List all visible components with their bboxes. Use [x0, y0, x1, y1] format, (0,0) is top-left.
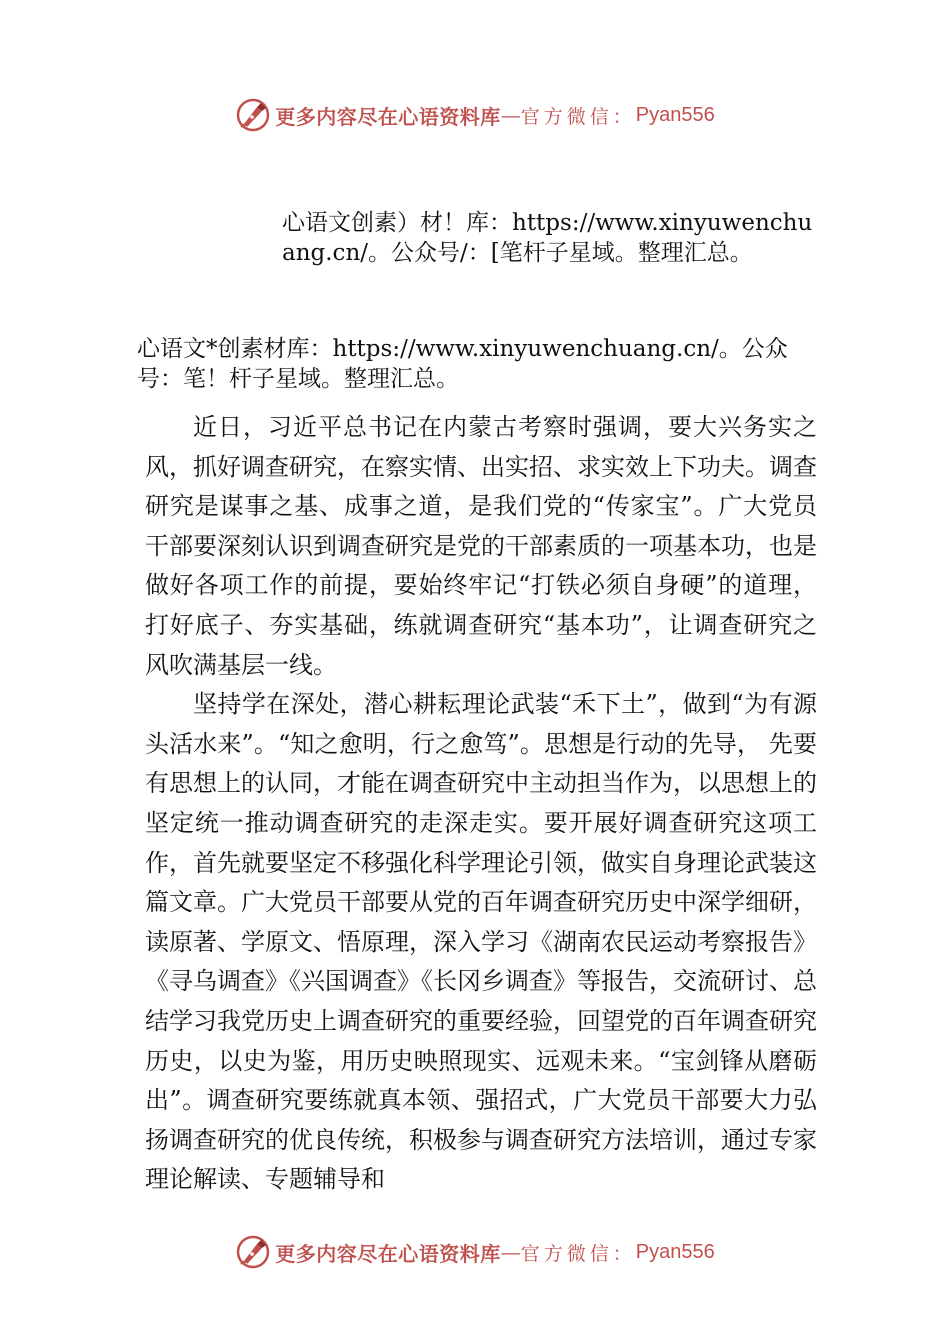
article-paragraph: 坚持学在深处，潜心耕耘理论武装“禾下土”，做到“为有源头活水来”。“知之愈明，行之愈笃”。思想是行动的先导， 先要有思想上的认同，才能在调查研究中主动担当作为，以思想上的坚定统一推动调查研究的走深走实。要开展好调查研究这项工作，首先就要坚定不移强化科学理论引领，做实自身理论武装这篇文章。广大党员干部要从党的百年调查研究历史中深学细研，读原著、学原文、悟原理，深入学习《湖南农民运动考察报告》《寻乌调查》《兴国调查》《长冈乡调查》等报告，交流研讨、总结学习我党历史上调查研究的重要经验，回望党的百年调查研究历史，以史为鉴，用历史映照现实、远观未来。“宝剑锋从磨砺出”。调查研究要练就真本领、强招式，广大党员干部要大力弘扬调查研究的优良传统，积极参与调查研究方法培训，通过专家理论解读、专题辅导和 [145, 690, 817, 1194]
banner-wechat-label: 官方微信： [520, 1242, 636, 1265]
article-body [145, 408, 817, 1200]
banner-dash: — [500, 103, 521, 127]
article-paragraph: 近日，习近平总书记在内蒙古考察时强调，要大兴务实之风，抓好调查研究，在察实情、出实招、求实效上下功夫。调查研究是谋事之基、成事之道，是我们党的“传家宝”。广大党员干部要深刻认识到调查研究是党的干部素质的一项基本功，也是做好各项工作的前提，要始终牢记“打铁必须自身硬”的道理，打好底子、夯实基础，练就调查研究“基本功”，让调查研究之风吹满基层一线。 [145, 413, 817, 679]
banner-title: 更多内容尽在心语资料库 [275, 1241, 501, 1266]
banner-title: 更多内容尽在心语资料库 [275, 104, 501, 129]
source-note-second: 心语文*创素材库：https://www.xinyuwenchuang.cn/。公众号：笔！杆子星域。整理汇总。 [137, 336, 788, 392]
pen-nib-logo-icon [235, 97, 271, 133]
source-note-first: 心语文创素）材！库：https://www.xinyuwenchuang.cn/。公众号/：[笔杆子星域。整理汇总。 [282, 210, 813, 266]
banner-wechat-id: Pyan556 [635, 1240, 715, 1263]
banner-wechat-id: Pyan556 [635, 103, 715, 126]
footer-banner [0, 1232, 950, 1272]
pen-nib-logo-icon [235, 1234, 271, 1270]
banner-dash: — [500, 1240, 521, 1264]
banner-wechat-label: 官方微信： [520, 105, 636, 128]
header-banner [0, 95, 950, 135]
